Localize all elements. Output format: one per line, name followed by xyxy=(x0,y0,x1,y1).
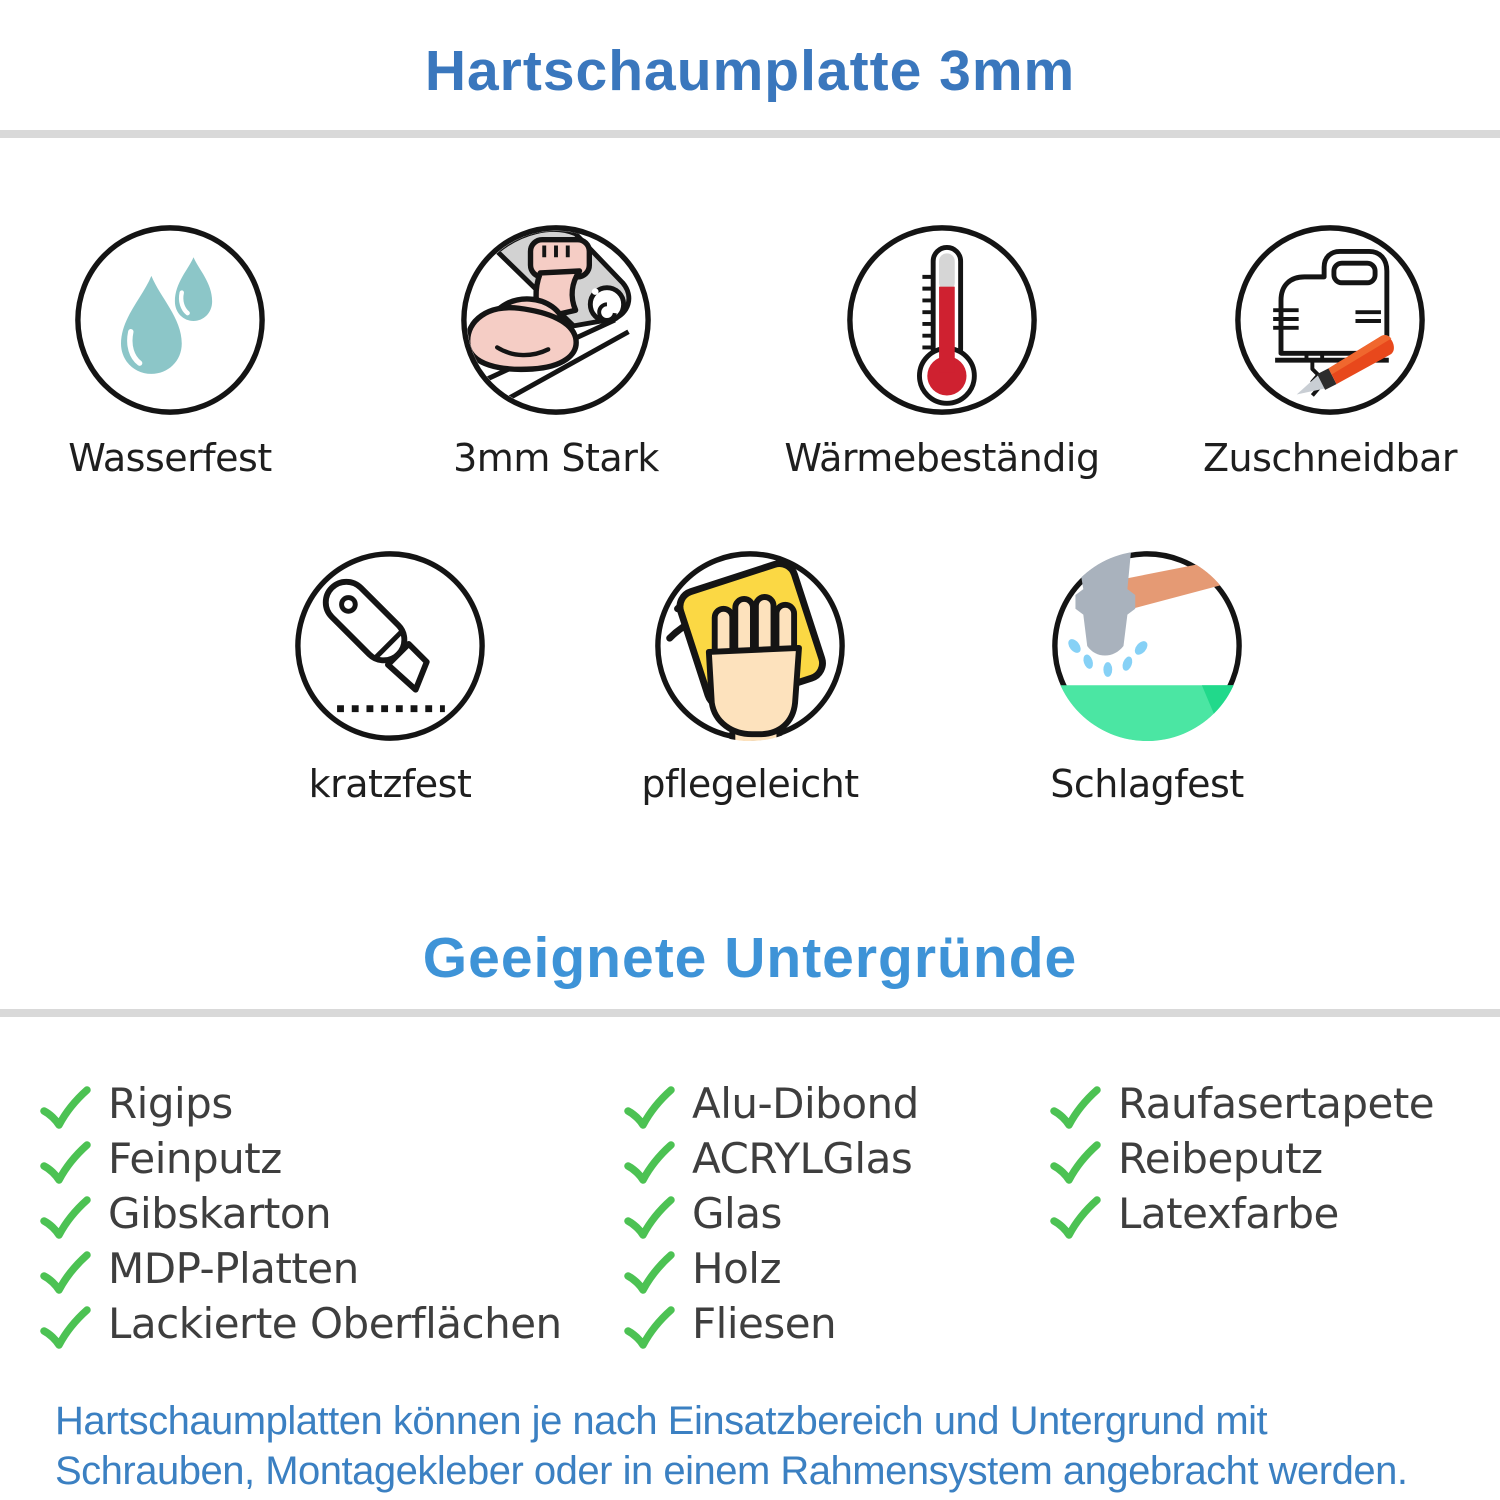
feature-label: pflegeleicht xyxy=(641,762,859,806)
divider-bar xyxy=(0,1009,1500,1017)
substrate-label: Raufasertapete xyxy=(1118,1079,1435,1128)
checkmark-icon xyxy=(622,1193,676,1243)
checkmark-icon xyxy=(38,1248,92,1298)
thermometer-icon xyxy=(844,222,1040,418)
water-drops-icon xyxy=(72,222,268,418)
cleaning-hand-icon xyxy=(652,548,848,744)
list-item xyxy=(1048,1131,1434,1186)
substrate-label: Glas xyxy=(692,1189,782,1238)
list-item xyxy=(622,1186,919,1241)
checkmark-icon xyxy=(622,1083,676,1133)
divider-bar xyxy=(0,130,1500,138)
feature-3mm-stark xyxy=(396,222,716,480)
checkmark-icon xyxy=(1048,1083,1102,1133)
substrate-label: Reibeputz xyxy=(1118,1134,1323,1183)
feature-label: kratzfest xyxy=(308,762,472,806)
feature-pflegeleicht xyxy=(590,548,910,806)
checkmark-icon xyxy=(622,1138,676,1188)
list-item xyxy=(622,1241,919,1296)
jigsaw-icon xyxy=(1232,222,1428,418)
substrate-label: Lackierte Oberflächen xyxy=(108,1299,562,1348)
list-item xyxy=(38,1296,562,1351)
substrates-column-2 xyxy=(622,1076,919,1351)
footer-line-1: Hartschaumplatten können je nach Einsatzbereich und Untergrund mit xyxy=(55,1399,1268,1443)
feature-kratzfest xyxy=(230,548,550,806)
checkmark-icon xyxy=(1048,1138,1102,1188)
page-title: Hartschaumplatte 3mm xyxy=(424,39,1076,103)
feature-label: Zuschneidbar xyxy=(1202,436,1458,480)
substrates-column-1 xyxy=(38,1076,562,1351)
substrate-label: MDP-Platten xyxy=(108,1244,359,1293)
substrate-label: Gibskarton xyxy=(108,1189,332,1238)
list-item xyxy=(38,1186,562,1241)
substrate-label: Holz xyxy=(692,1244,781,1293)
list-item xyxy=(622,1076,919,1131)
footer-note xyxy=(55,1396,1455,1496)
list-item xyxy=(38,1076,562,1131)
checkmark-icon xyxy=(38,1138,92,1188)
feature-label: 3mm Stark xyxy=(453,436,659,480)
substrate-label: Fliesen xyxy=(692,1299,837,1348)
feature-waermebestaendig xyxy=(782,222,1102,480)
feature-label: Wasserfest xyxy=(68,436,272,480)
substrate-label: Alu-Dibond xyxy=(692,1079,919,1128)
substrates-column-3 xyxy=(1048,1076,1434,1241)
feature-zuschneidbar xyxy=(1170,222,1490,480)
checkmark-icon xyxy=(38,1193,92,1243)
checkmark-icon xyxy=(622,1303,676,1353)
list-item xyxy=(1048,1186,1434,1241)
checkmark-icon xyxy=(1048,1193,1102,1243)
checkmark-icon xyxy=(622,1248,676,1298)
utility-knife-icon xyxy=(292,548,488,744)
muscle-arm-icon xyxy=(458,222,654,418)
list-item xyxy=(38,1241,562,1296)
list-item xyxy=(1048,1076,1434,1131)
substrate-label: Feinputz xyxy=(108,1134,282,1183)
list-item xyxy=(622,1296,919,1351)
section-title-substrates: Geeignete Untergründe xyxy=(422,926,1078,990)
substrate-label: Rigips xyxy=(108,1079,233,1128)
feature-schlagfest xyxy=(987,548,1307,806)
feature-label: Wärmebeständig xyxy=(784,436,1100,480)
footer-line-2: Schrauben, Montagekleber oder in einem Rahmensystem angebracht werden. xyxy=(55,1449,1408,1493)
substrate-label: Latexfarbe xyxy=(1118,1189,1339,1238)
list-item xyxy=(38,1131,562,1186)
list-item xyxy=(622,1131,919,1186)
substrate-label: ACRYLGlas xyxy=(692,1134,913,1183)
feature-label: Schlagfest xyxy=(1050,762,1244,806)
checkmark-icon xyxy=(38,1303,92,1353)
checkmark-icon xyxy=(38,1083,92,1133)
hammer-icon xyxy=(1049,548,1245,744)
feature-wasserfest xyxy=(10,222,330,480)
